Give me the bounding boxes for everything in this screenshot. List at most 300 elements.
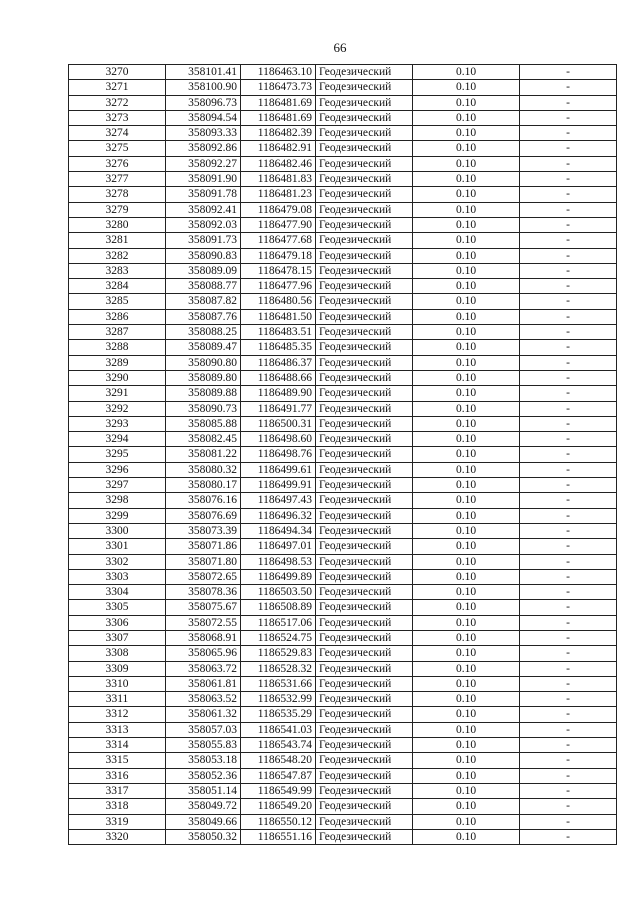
method-cell: Геодезический (316, 462, 413, 477)
accuracy-cell: 0.10 (413, 676, 520, 691)
point-number-cell: 3297 (69, 478, 166, 493)
y-coordinate-cell: 1186463.10 (241, 65, 316, 80)
point-number-cell: 3280 (69, 217, 166, 232)
method-cell: Геодезический (316, 156, 413, 171)
point-number-cell: 3301 (69, 539, 166, 554)
point-number-cell: 3298 (69, 493, 166, 508)
y-coordinate-cell: 1186481.83 (241, 172, 316, 187)
accuracy-cell: 0.10 (413, 217, 520, 232)
y-coordinate-cell: 1186535.29 (241, 707, 316, 722)
point-number-cell: 3312 (69, 707, 166, 722)
table-row (69, 600, 617, 615)
point-number-cell: 3288 (69, 340, 166, 355)
table-row (69, 172, 617, 187)
point-number-cell: 3289 (69, 355, 166, 370)
accuracy-cell: 0.10 (413, 309, 520, 324)
note-cell: - (520, 829, 617, 844)
method-cell: Геодезический (316, 401, 413, 416)
note-cell: - (520, 783, 617, 798)
accuracy-cell: 0.10 (413, 294, 520, 309)
y-coordinate-cell: 1186551.16 (241, 829, 316, 844)
point-number-cell: 3285 (69, 294, 166, 309)
method-cell: Геодезический (316, 722, 413, 737)
note-cell: - (520, 126, 617, 141)
accuracy-cell: 0.10 (413, 768, 520, 783)
accuracy-cell: 0.10 (413, 646, 520, 661)
method-cell: Геодезический (316, 279, 413, 294)
table-row (69, 554, 617, 569)
accuracy-cell: 0.10 (413, 432, 520, 447)
table-row (69, 309, 617, 324)
point-number-cell: 3302 (69, 554, 166, 569)
table-row (69, 233, 617, 248)
x-coordinate-cell: 358081.22 (166, 447, 241, 462)
accuracy-cell: 0.10 (413, 65, 520, 80)
accuracy-cell: 0.10 (413, 814, 520, 829)
x-coordinate-cell: 358072.55 (166, 615, 241, 630)
y-coordinate-cell: 1186477.90 (241, 217, 316, 232)
accuracy-cell: 0.10 (413, 722, 520, 737)
method-cell: Геодезический (316, 263, 413, 278)
note-cell: - (520, 416, 617, 431)
note-cell: - (520, 661, 617, 676)
accuracy-cell: 0.10 (413, 462, 520, 477)
method-cell: Геодезический (316, 325, 413, 340)
note-cell: - (520, 676, 617, 691)
table-row (69, 523, 617, 538)
note-cell: - (520, 585, 617, 600)
table-row (69, 279, 617, 294)
point-number-cell: 3295 (69, 447, 166, 462)
point-number-cell: 3311 (69, 692, 166, 707)
y-coordinate-cell: 1186549.20 (241, 799, 316, 814)
y-coordinate-cell: 1186482.46 (241, 156, 316, 171)
note-cell: - (520, 187, 617, 202)
note-cell: - (520, 569, 617, 584)
note-cell: - (520, 294, 617, 309)
note-cell: - (520, 340, 617, 355)
x-coordinate-cell: 358087.82 (166, 294, 241, 309)
method-cell: Геодезический (316, 646, 413, 661)
method-cell: Геодезический (316, 141, 413, 156)
method-cell: Геодезический (316, 80, 413, 95)
y-coordinate-cell: 1186477.96 (241, 279, 316, 294)
method-cell: Геодезический (316, 707, 413, 722)
table-row (69, 707, 617, 722)
point-number-cell: 3315 (69, 753, 166, 768)
table-row (69, 355, 617, 370)
note-cell: - (520, 217, 617, 232)
note-cell: - (520, 814, 617, 829)
table-row (69, 646, 617, 661)
table-row (69, 447, 617, 462)
point-number-cell: 3283 (69, 263, 166, 278)
accuracy-cell: 0.10 (413, 80, 520, 95)
note-cell: - (520, 738, 617, 753)
accuracy-cell: 0.10 (413, 141, 520, 156)
point-number-cell: 3275 (69, 141, 166, 156)
x-coordinate-cell: 358101.41 (166, 65, 241, 80)
y-coordinate-cell: 1186489.90 (241, 386, 316, 401)
y-coordinate-cell: 1186478.15 (241, 263, 316, 278)
point-number-cell: 3309 (69, 661, 166, 676)
note-cell: - (520, 615, 617, 630)
x-coordinate-cell: 358068.91 (166, 630, 241, 645)
point-number-cell: 3317 (69, 783, 166, 798)
accuracy-cell: 0.10 (413, 355, 520, 370)
table-row (69, 340, 617, 355)
accuracy-cell: 0.10 (413, 600, 520, 615)
x-coordinate-cell: 358071.80 (166, 554, 241, 569)
table-row (69, 462, 617, 477)
table-row (69, 141, 617, 156)
y-coordinate-cell: 1186499.61 (241, 462, 316, 477)
y-coordinate-cell: 1186524.75 (241, 630, 316, 645)
note-cell: - (520, 539, 617, 554)
y-coordinate-cell: 1186481.69 (241, 110, 316, 125)
method-cell: Геодезический (316, 615, 413, 630)
note-cell: - (520, 493, 617, 508)
point-number-cell: 3273 (69, 110, 166, 125)
accuracy-cell: 0.10 (413, 156, 520, 171)
accuracy-cell: 0.10 (413, 707, 520, 722)
method-cell: Геодезический (316, 478, 413, 493)
accuracy-cell: 0.10 (413, 692, 520, 707)
x-coordinate-cell: 358051.14 (166, 783, 241, 798)
method-cell: Геодезический (316, 783, 413, 798)
table-row (69, 217, 617, 232)
x-coordinate-cell: 358052.36 (166, 768, 241, 783)
point-number-cell: 3291 (69, 386, 166, 401)
x-coordinate-cell: 358094.54 (166, 110, 241, 125)
y-coordinate-cell: 1186547.87 (241, 768, 316, 783)
accuracy-cell: 0.10 (413, 585, 520, 600)
y-coordinate-cell: 1186477.68 (241, 233, 316, 248)
method-cell: Геодезический (316, 738, 413, 753)
note-cell: - (520, 401, 617, 416)
accuracy-cell: 0.10 (413, 110, 520, 125)
y-coordinate-cell: 1186550.12 (241, 814, 316, 829)
accuracy-cell: 0.10 (413, 126, 520, 141)
accuracy-cell: 0.10 (413, 508, 520, 523)
note-cell: - (520, 646, 617, 661)
note-cell: - (520, 233, 617, 248)
y-coordinate-cell: 1186481.69 (241, 95, 316, 110)
y-coordinate-cell: 1186499.89 (241, 569, 316, 584)
table-body (69, 65, 617, 845)
point-number-cell: 3314 (69, 738, 166, 753)
x-coordinate-cell: 358092.27 (166, 156, 241, 171)
note-cell: - (520, 279, 617, 294)
point-number-cell: 3281 (69, 233, 166, 248)
x-coordinate-cell: 358055.83 (166, 738, 241, 753)
accuracy-cell: 0.10 (413, 630, 520, 645)
accuracy-cell: 0.10 (413, 95, 520, 110)
table-row (69, 615, 617, 630)
x-coordinate-cell: 358090.73 (166, 401, 241, 416)
table-row (69, 829, 617, 844)
y-coordinate-cell: 1186482.39 (241, 126, 316, 141)
point-number-cell: 3306 (69, 615, 166, 630)
accuracy-cell: 0.10 (413, 661, 520, 676)
accuracy-cell: 0.10 (413, 539, 520, 554)
method-cell: Геодезический (316, 416, 413, 431)
table-row (69, 539, 617, 554)
note-cell: - (520, 325, 617, 340)
table-row (69, 630, 617, 645)
method-cell: Геодезический (316, 217, 413, 232)
method-cell: Геодезический (316, 768, 413, 783)
table-row (69, 478, 617, 493)
table-row (69, 814, 617, 829)
method-cell: Геодезический (316, 814, 413, 829)
point-number-cell: 3279 (69, 202, 166, 217)
point-number-cell: 3286 (69, 309, 166, 324)
point-number-cell: 3307 (69, 630, 166, 645)
method-cell: Геодезический (316, 386, 413, 401)
y-coordinate-cell: 1186497.01 (241, 539, 316, 554)
y-coordinate-cell: 1186498.76 (241, 447, 316, 462)
y-coordinate-cell: 1186497.43 (241, 493, 316, 508)
y-coordinate-cell: 1186517.06 (241, 615, 316, 630)
table-row (69, 187, 617, 202)
note-cell: - (520, 355, 617, 370)
accuracy-cell: 0.10 (413, 340, 520, 355)
x-coordinate-cell: 358096.73 (166, 95, 241, 110)
method-cell: Геодезический (316, 65, 413, 80)
y-coordinate-cell: 1186481.50 (241, 309, 316, 324)
y-coordinate-cell: 1186503.50 (241, 585, 316, 600)
x-coordinate-cell: 358049.72 (166, 799, 241, 814)
accuracy-cell: 0.10 (413, 187, 520, 202)
x-coordinate-cell: 358061.81 (166, 676, 241, 691)
accuracy-cell: 0.10 (413, 325, 520, 340)
point-number-cell: 3310 (69, 676, 166, 691)
y-coordinate-cell: 1186483.51 (241, 325, 316, 340)
table-row (69, 676, 617, 691)
point-number-cell: 3272 (69, 95, 166, 110)
point-number-cell: 3282 (69, 248, 166, 263)
note-cell: - (520, 462, 617, 477)
x-coordinate-cell: 358049.66 (166, 814, 241, 829)
x-coordinate-cell: 358092.41 (166, 202, 241, 217)
x-coordinate-cell: 358091.73 (166, 233, 241, 248)
table-row (69, 248, 617, 263)
method-cell: Геодезический (316, 661, 413, 676)
method-cell: Геодезический (316, 370, 413, 385)
y-coordinate-cell: 1186481.23 (241, 187, 316, 202)
x-coordinate-cell: 358080.17 (166, 478, 241, 493)
accuracy-cell: 0.10 (413, 738, 520, 753)
y-coordinate-cell: 1186541.03 (241, 722, 316, 737)
x-coordinate-cell: 358089.88 (166, 386, 241, 401)
method-cell: Геодезический (316, 233, 413, 248)
accuracy-cell: 0.10 (413, 447, 520, 462)
x-coordinate-cell: 358092.03 (166, 217, 241, 232)
y-coordinate-cell: 1186491.77 (241, 401, 316, 416)
point-number-cell: 3290 (69, 370, 166, 385)
y-coordinate-cell: 1186480.56 (241, 294, 316, 309)
x-coordinate-cell: 358092.86 (166, 141, 241, 156)
y-coordinate-cell: 1186543.74 (241, 738, 316, 753)
method-cell: Геодезический (316, 248, 413, 263)
method-cell: Геодезический (316, 630, 413, 645)
x-coordinate-cell: 358076.16 (166, 493, 241, 508)
x-coordinate-cell: 358091.90 (166, 172, 241, 187)
x-coordinate-cell: 358082.45 (166, 432, 241, 447)
accuracy-cell: 0.10 (413, 829, 520, 844)
table-row (69, 263, 617, 278)
note-cell: - (520, 799, 617, 814)
note-cell: - (520, 141, 617, 156)
point-number-cell: 3316 (69, 768, 166, 783)
x-coordinate-cell: 358085.88 (166, 416, 241, 431)
table-row (69, 432, 617, 447)
point-number-cell: 3284 (69, 279, 166, 294)
accuracy-cell: 0.10 (413, 554, 520, 569)
table-row (69, 661, 617, 676)
x-coordinate-cell: 358065.96 (166, 646, 241, 661)
method-cell: Геодезический (316, 432, 413, 447)
table-row (69, 692, 617, 707)
method-cell: Геодезический (316, 829, 413, 844)
method-cell: Геодезический (316, 676, 413, 691)
note-cell: - (520, 248, 617, 263)
point-number-cell: 3296 (69, 462, 166, 477)
method-cell: Геодезический (316, 355, 413, 370)
method-cell: Геодезический (316, 187, 413, 202)
accuracy-cell: 0.10 (413, 172, 520, 187)
table-row (69, 80, 617, 95)
point-number-cell: 3305 (69, 600, 166, 615)
table-row (69, 294, 617, 309)
accuracy-cell: 0.10 (413, 279, 520, 294)
table-row (69, 799, 617, 814)
note-cell: - (520, 386, 617, 401)
table-row (69, 370, 617, 385)
y-coordinate-cell: 1186482.91 (241, 141, 316, 156)
point-number-cell: 3287 (69, 325, 166, 340)
y-coordinate-cell: 1186500.31 (241, 416, 316, 431)
y-coordinate-cell: 1186498.53 (241, 554, 316, 569)
y-coordinate-cell: 1186498.60 (241, 432, 316, 447)
note-cell: - (520, 172, 617, 187)
table-row (69, 722, 617, 737)
table-row (69, 416, 617, 431)
y-coordinate-cell: 1186479.18 (241, 248, 316, 263)
method-cell: Геодезический (316, 309, 413, 324)
accuracy-cell: 0.10 (413, 615, 520, 630)
x-coordinate-cell: 358072.65 (166, 569, 241, 584)
method-cell: Геодезический (316, 692, 413, 707)
note-cell: - (520, 508, 617, 523)
table-row (69, 493, 617, 508)
point-number-cell: 3300 (69, 523, 166, 538)
table-row (69, 738, 617, 753)
accuracy-cell: 0.10 (413, 753, 520, 768)
table-row (69, 126, 617, 141)
method-cell: Геодезический (316, 539, 413, 554)
table-row (69, 202, 617, 217)
point-number-cell: 3276 (69, 156, 166, 171)
note-cell: - (520, 630, 617, 645)
x-coordinate-cell: 358089.09 (166, 263, 241, 278)
y-coordinate-cell: 1186486.37 (241, 355, 316, 370)
x-coordinate-cell: 358093.33 (166, 126, 241, 141)
table-row (69, 95, 617, 110)
y-coordinate-cell: 1186494.34 (241, 523, 316, 538)
x-coordinate-cell: 358089.80 (166, 370, 241, 385)
x-coordinate-cell: 358088.25 (166, 325, 241, 340)
method-cell: Геодезический (316, 126, 413, 141)
method-cell: Геодезический (316, 110, 413, 125)
y-coordinate-cell: 1186508.89 (241, 600, 316, 615)
y-coordinate-cell: 1186549.99 (241, 783, 316, 798)
accuracy-cell: 0.10 (413, 233, 520, 248)
x-coordinate-cell: 358075.67 (166, 600, 241, 615)
method-cell: Геодезический (316, 569, 413, 584)
x-coordinate-cell: 358076.69 (166, 508, 241, 523)
method-cell: Геодезический (316, 493, 413, 508)
table-row (69, 386, 617, 401)
point-number-cell: 3320 (69, 829, 166, 844)
x-coordinate-cell: 358090.83 (166, 248, 241, 263)
table-row (69, 156, 617, 171)
accuracy-cell: 0.10 (413, 263, 520, 278)
note-cell: - (520, 110, 617, 125)
table-row (69, 783, 617, 798)
note-cell: - (520, 156, 617, 171)
accuracy-cell: 0.10 (413, 248, 520, 263)
x-coordinate-cell: 358078.36 (166, 585, 241, 600)
x-coordinate-cell: 358080.32 (166, 462, 241, 477)
accuracy-cell: 0.10 (413, 569, 520, 584)
note-cell: - (520, 65, 617, 80)
table-row (69, 325, 617, 340)
table-row (69, 753, 617, 768)
table-row (69, 585, 617, 600)
x-coordinate-cell: 358050.32 (166, 829, 241, 844)
note-cell: - (520, 554, 617, 569)
point-number-cell: 3299 (69, 508, 166, 523)
y-coordinate-cell: 1186499.91 (241, 478, 316, 493)
x-coordinate-cell: 358071.86 (166, 539, 241, 554)
point-number-cell: 3270 (69, 65, 166, 80)
accuracy-cell: 0.10 (413, 416, 520, 431)
y-coordinate-cell: 1186485.35 (241, 340, 316, 355)
y-coordinate-cell: 1186532.99 (241, 692, 316, 707)
method-cell: Геодезический (316, 294, 413, 309)
x-coordinate-cell: 358091.78 (166, 187, 241, 202)
point-number-cell: 3303 (69, 569, 166, 584)
method-cell: Геодезический (316, 554, 413, 569)
y-coordinate-cell: 1186473.73 (241, 80, 316, 95)
accuracy-cell: 0.10 (413, 478, 520, 493)
note-cell: - (520, 478, 617, 493)
y-coordinate-cell: 1186548.20 (241, 753, 316, 768)
x-coordinate-cell: 358100.90 (166, 80, 241, 95)
accuracy-cell: 0.10 (413, 401, 520, 416)
note-cell: - (520, 202, 617, 217)
method-cell: Геодезический (316, 799, 413, 814)
point-number-cell: 3274 (69, 126, 166, 141)
point-number-cell: 3318 (69, 799, 166, 814)
method-cell: Геодезический (316, 172, 413, 187)
accuracy-cell: 0.10 (413, 523, 520, 538)
note-cell: - (520, 309, 617, 324)
method-cell: Геодезический (316, 95, 413, 110)
note-cell: - (520, 753, 617, 768)
